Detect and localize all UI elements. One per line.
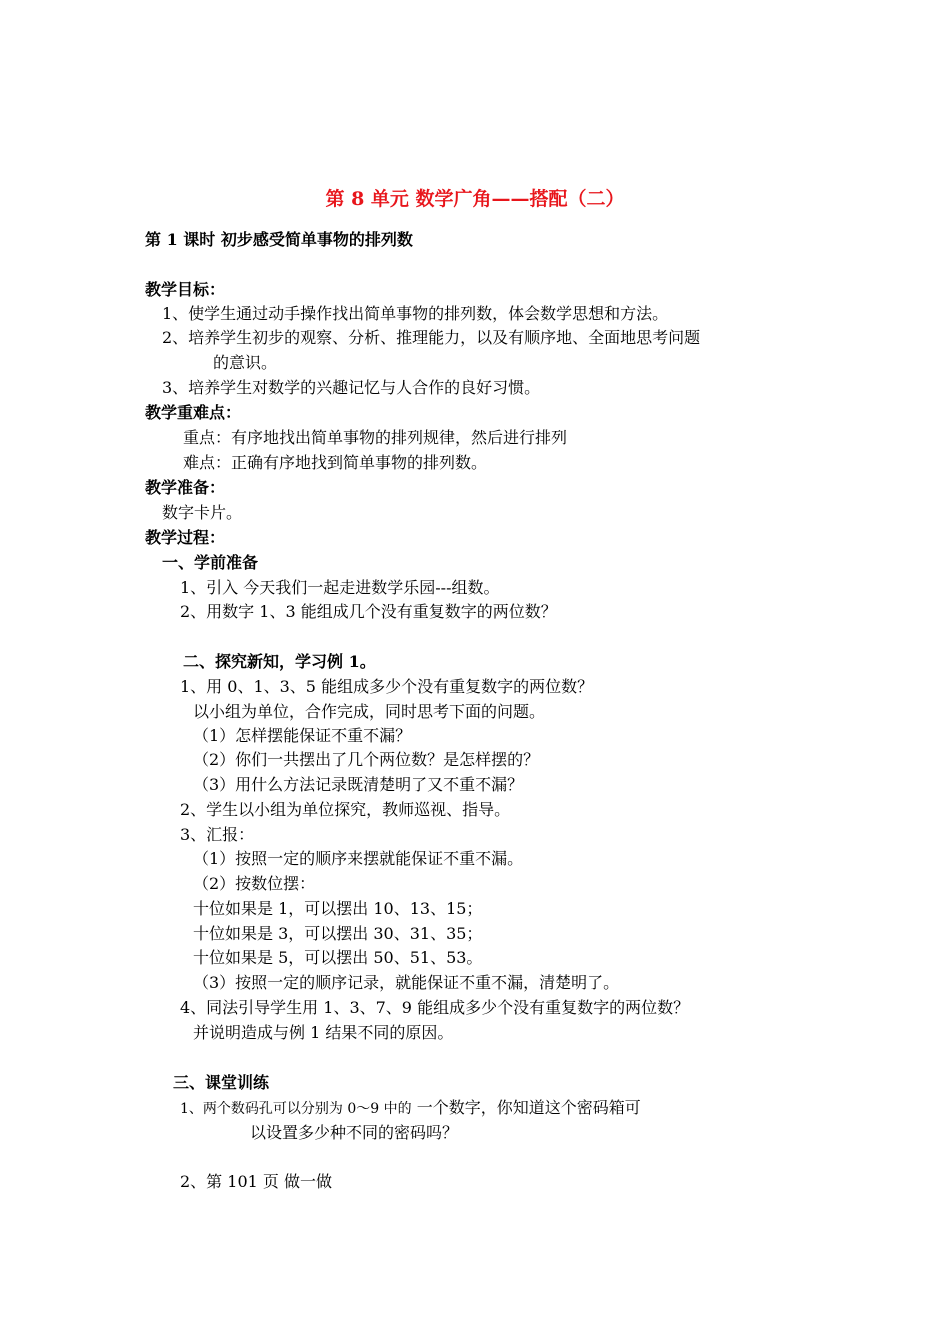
section-2-line: （2）你们一共摆出了几个两位数？是怎样摆的？ <box>193 750 540 769</box>
keypoints-heading: 教学重难点： <box>145 403 242 422</box>
section-2-line: （1）怎样摆能保证不重不漏？ <box>193 726 412 745</box>
section-2-line: 3、汇报： <box>180 825 255 844</box>
lesson-title: 第 1 课时 初步感受简单事物的排列数 <box>145 230 413 249</box>
section-3-line-2: 2、第 101 页 做一做 <box>180 1172 332 1191</box>
section-3-heading: 三、课堂训练 <box>173 1073 270 1092</box>
goal-item-3: 3、培养学生对数学的兴趣记忆与人合作的良好习惯。 <box>162 378 541 397</box>
section-2-line: （2）按数位摆： <box>193 874 316 893</box>
section-2-line: 十位如果是 3，可以摆出 30、31、35； <box>193 924 483 943</box>
section-2-line: 1、用 0、1、3、5 能组成多少个没有重复数字的两位数？ <box>180 677 594 696</box>
section-2-line: 并说明造成与例 1 结果不同的原因。 <box>193 1023 454 1042</box>
goal-item-2: 2、培养学生初步的观察、分析、推理能力，以及有顺序地、全面地思考问题 <box>162 328 701 347</box>
section-3-line-1 <box>180 1096 641 1121</box>
section-3-line-1-cont: 以设置多少种不同的密码吗？ <box>250 1123 459 1142</box>
difficult-point: 难点：正确有序地找到简单事物的排列数。 <box>183 453 488 472</box>
key-point: 重点：有序地找出简单事物的排列规律，然后进行排列 <box>183 428 568 447</box>
section-2-line: 十位如果是 5，可以摆出 50、51、53。 <box>193 948 483 967</box>
goal-item-2-cont: 的意识。 <box>213 353 278 372</box>
section-2-line: （1）按照一定的顺序来摆就能保证不重不漏。 <box>193 849 524 868</box>
section-2-line: 2、学生以小组为单位探究，教师巡视、指导。 <box>180 800 511 819</box>
section-3-line-1a: 1、两个数码孔可以分别为 0～9 中的 <box>180 1101 412 1117</box>
section-3-line-1b: 一个数字，你知道这个密码箱可 <box>411 1098 641 1117</box>
prep-content: 数字卡片。 <box>162 503 243 522</box>
section-2-heading: 二、探究新知，学习例 1。 <box>183 652 376 671</box>
section-1-line-2: 2、用数字 1、3 能组成几个没有重复数字的两位数？ <box>180 602 557 621</box>
section-2-line: 4、同法引导学生用 1、3、7、9 能组成多少个没有重复数字的两位数？ <box>180 998 690 1017</box>
section-2-line: 十位如果是 1，可以摆出 10、13、15； <box>193 899 483 918</box>
process-heading: 教学过程： <box>145 528 226 547</box>
section-2-line: （3）用什么方法记录既清楚明了又不重不漏？ <box>193 775 524 794</box>
section-1-heading: 一、学前准备 <box>162 553 259 572</box>
goals-heading: 教学目标： <box>145 280 226 299</box>
prep-heading: 教学准备： <box>145 478 226 497</box>
goal-item-1: 1、使学生通过动手操作找出简单事物的排列数，体会数学思想和方法。 <box>162 304 669 323</box>
section-2-line: 以小组为单位，合作完成，同时思考下面的问题。 <box>193 702 546 721</box>
section-1-line-1: 1、引入 今天我们一起走进数学乐园---组数。 <box>180 578 500 597</box>
section-2-line: （3）按照一定的顺序记录，就能保证不重不漏，清楚明了。 <box>193 973 620 992</box>
unit-title: 第 8 单元 数学广角——搭配（二） <box>325 188 625 210</box>
